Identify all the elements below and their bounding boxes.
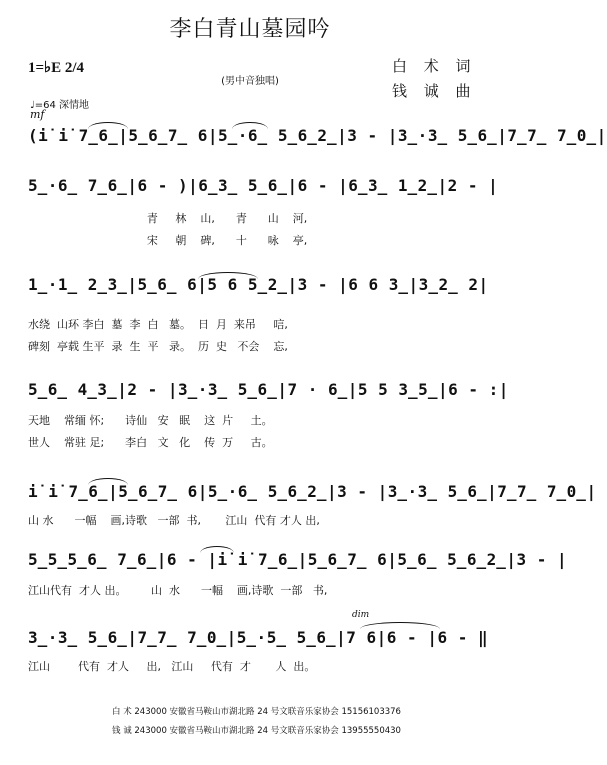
stave-row-3: 1̲·1̲ 2̲3̲|5̲6̲ 6|5 6 5̲2̲|3 - |6 6 3̲|3̲2̲ 2| xyxy=(28,275,489,294)
composer-credit: 钱 诚 曲 xyxy=(392,82,477,100)
dynamic-dim: dim xyxy=(352,610,370,620)
slur-mark xyxy=(88,122,128,129)
lyric-row-4a: 天地 常缅 怀; 诗仙 安 眠 这 片 土。 xyxy=(28,414,273,427)
footer-contact-composer: 钱 诚 243000 安徽省马鞍山市湖北路 24 号文联音乐家协会 13955550430 xyxy=(112,726,401,736)
stave-row-7: 3̲·3̲ 5̲6̲|7̲7̲ 7̲0̲|5̲·5̲ 5̲6̲|7 6|6 - |6 - ‖ xyxy=(28,628,489,647)
lyric-row-2b: 宋 朝 碑, 十 咏 亭, xyxy=(28,234,308,247)
subtitle: (男中音独唱) xyxy=(221,76,279,87)
lyric-row-4b: 世人 常驻 足; 李白 文 化 传 万 古。 xyxy=(28,436,273,449)
slur-mark xyxy=(198,272,258,279)
stave-row-6: 5̲5̲5̲6̲ 7̲6̲|6 - |i̇ i̇ 7̲6̲|5̲6̲7̲ 6|5̲6̲ 5̲6̲2̲|3 - | xyxy=(28,550,568,569)
lyric-row-7: 江山 代有 才人 出, 江山 代有 才 人 出。 xyxy=(28,660,316,673)
slur-mark xyxy=(232,122,268,129)
slur-mark xyxy=(88,478,128,485)
lyric-row-5: 山 水 一幅 画,诗歌 一部 书, 江山 代有 才人 出, xyxy=(28,514,320,527)
stave-row-1: (i̇ i̇ 7̲6̲|5̲6̲7̲ 6|5̲·6̲ 5̲6̲2̲|3 - |3̲·3̲ 5̲6̲|7̲7̲ 7̲0̲| xyxy=(28,126,607,145)
footer-contact-lyricist: 白 术 243000 安徽省马鞍山市湖北路 24 号文联音乐家协会 15156103376 xyxy=(112,707,401,717)
slur-mark xyxy=(360,622,440,629)
stave-row-4: 5̲6̲ 4̲3̲|2 - |3̲·3̲ 5̲6̲|7 · 6̲|5 5 3̲5̲|6 - :| xyxy=(28,380,509,399)
lyricist-credit: 白 术 词 xyxy=(392,57,477,75)
lyric-row-3a: 水绕 山环 李白 墓 李 白 墓。 日 月 来吊 唁, xyxy=(28,318,288,331)
dynamic-mf: mf xyxy=(30,108,45,121)
lyric-row-2a: 青 林 山, 青 山 河, xyxy=(28,212,308,225)
lyric-row-3b: 碑刻 亭载 生平 录 生 平 录。 历 史 不会 忘, xyxy=(28,340,288,353)
tempo-marking: ♩=64 深情地 xyxy=(30,100,89,111)
key-signature: 1=♭E 2/4 xyxy=(28,60,85,76)
lyric-row-6: 江山代有 才人 出。 山 水 一幅 画,诗歌 一部 书, xyxy=(28,584,328,597)
stave-row-5: i̇ i̇ 7̲6̲|5̲6̲7̲ 6|5̲·6̲ 5̲6̲2̲|3 - |3̲·3̲ 5̲6̲|7̲7̲ 7̲0̲| xyxy=(28,482,597,501)
slur-mark xyxy=(200,546,234,553)
score-title: 李白青山墓园吟 xyxy=(169,17,331,42)
stave-row-2: 5̲·6̲ 7̲6̲|6 - )|6̲3̲ 5̲6̲|6 - |6̲3̲ 1̲2̲|2 - | xyxy=(28,176,499,195)
